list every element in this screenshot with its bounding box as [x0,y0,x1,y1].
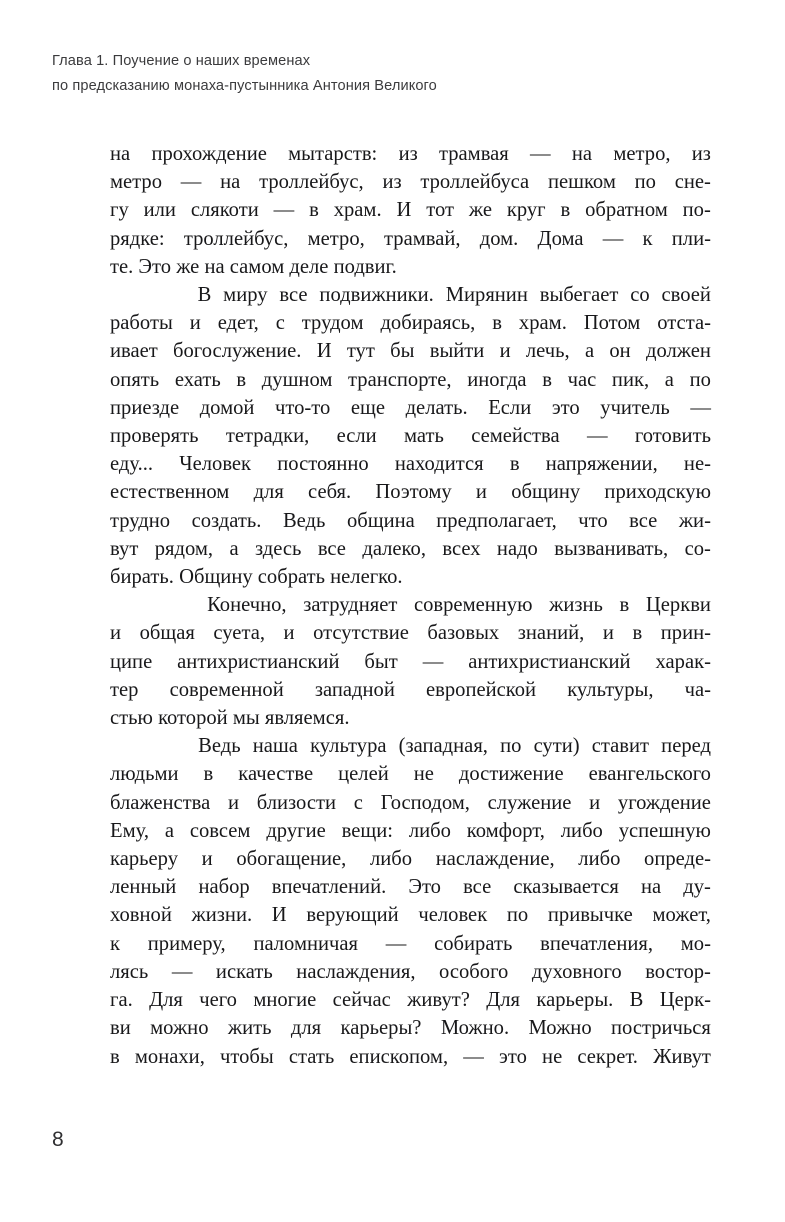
word: либо [370,848,413,871]
word: по [506,904,529,927]
word: и [589,791,601,814]
word: — [463,1045,484,1068]
word: отсутствие [313,622,409,645]
word: Господом, [380,791,470,814]
word: это [551,396,580,419]
word: выйти [429,340,485,363]
word: И [316,340,332,363]
word: сути) [533,735,580,758]
word: бы [390,340,415,363]
text-line: стью которой мы являемся. [110,707,350,730]
text-line [110,281,711,309]
word: в [632,622,643,645]
word: может, [652,904,711,927]
word: монахи, [134,1045,205,1068]
word: же [468,199,492,222]
word: антихристианский [177,650,340,673]
word: рядке: [110,227,165,250]
word: душном [261,368,333,391]
word: не [542,1045,563,1068]
word: домой [199,396,255,419]
word: общину [511,481,581,504]
word: Можно. [440,1017,510,1040]
word: чего [199,989,237,1012]
word: ду- [683,876,711,899]
word: вызванивать, [554,537,669,560]
word: опять [110,368,160,391]
word: евангельского [588,763,711,786]
word: храм. [518,312,567,335]
word: человек [418,904,488,927]
word: целей [338,763,389,786]
text-line [110,337,711,365]
word: карьеру [110,848,178,871]
text-line [110,1014,711,1042]
word: мытарств: [288,143,378,165]
word: антихристианский [468,650,631,673]
word: ципе [110,650,153,673]
text-line [110,507,711,535]
word: предполагает, [436,509,557,532]
word: в [542,368,552,391]
word: знаний, [517,622,585,645]
word: Церк- [659,989,711,1012]
word: все [279,284,308,307]
word: в [619,594,630,617]
word: Конечно, [207,594,287,617]
word: в [236,368,247,391]
word: карьеры. [536,989,614,1012]
word: на [220,171,241,194]
line-indent [159,591,191,619]
running-head-line-2: по предсказанию монаха-пустынника Антония Великого [52,78,437,94]
word: ви [110,1017,131,1040]
word: с [275,312,285,335]
word: или [143,199,176,222]
word: для [290,1017,322,1040]
text-line [110,789,711,817]
word: ленный [110,876,177,899]
line-indent [154,732,186,760]
word: вут [110,537,139,560]
word: час [567,368,597,391]
word: Если [488,396,532,419]
text-line [110,817,711,845]
word: и [110,622,122,645]
word: а [229,537,239,560]
word: перед [661,735,711,758]
word: Ему, [110,819,149,842]
paragraph-4 [110,732,711,1070]
word: тот [426,199,454,222]
word: тер [110,678,139,701]
text-line [110,619,711,647]
word: находится [394,453,484,476]
word: слякоти [190,199,259,222]
word: если [336,425,377,448]
word: это [499,1045,527,1068]
paragraph-1 [110,140,711,281]
word: надо [496,537,538,560]
word: обратном [585,199,668,222]
word: в [309,199,319,222]
text-line [110,394,711,422]
running-head-line-1: Глава 1. Поучение о наших временах [52,53,311,69]
word: а [164,819,174,842]
paragraph-3 [110,591,711,732]
word: и [227,791,239,814]
text-line [110,676,711,704]
word: жить [227,1017,272,1040]
word: сейчас [332,989,391,1012]
word: приезде [110,396,180,419]
word: работы [110,312,173,335]
text-line [110,845,711,873]
word: суета, [213,622,265,645]
word: Можно [528,1017,592,1040]
word: — [273,199,295,222]
word: естественном [110,481,230,504]
word: Живут [653,1045,711,1068]
word: верующий [306,904,399,927]
word: — [422,650,444,673]
word: что-то [275,396,331,419]
word: в [492,312,502,335]
word: на [640,876,662,899]
word: блаженства [110,791,211,814]
word: многие [253,989,317,1012]
word: транспорте, [348,368,452,391]
word: троллейбуса [420,171,530,194]
text-line [110,760,711,788]
text-line [110,732,711,760]
word: пешком [547,171,616,194]
word: епископом, [349,1045,449,1068]
word: ча- [684,678,711,701]
word: собирать [434,932,513,955]
word: а [664,368,674,391]
word: напряжении, [545,453,658,476]
word: в [110,1045,120,1068]
paragraph-2 [110,281,711,591]
word: трамвая [438,143,509,165]
word: карьеры? [340,1017,422,1040]
word: набор [198,876,250,899]
word: га. [110,989,133,1012]
word: со [630,284,650,307]
text-line [110,309,711,337]
word: впечатлений. [271,876,387,899]
word: культура [310,735,387,758]
word: не- [683,453,711,476]
word: базовых [427,622,500,645]
word: всех [442,537,481,560]
word: привычке [547,904,633,927]
word: учитель [600,396,670,419]
word: Мирянин [445,284,528,307]
word: что [578,509,608,532]
word: Ведь [198,735,241,758]
word: — [690,396,711,419]
word: другие [266,819,326,842]
word: на [571,143,593,165]
text-line [110,225,711,253]
text-line [110,535,711,563]
word: Человек [179,453,252,476]
word: культуры, [567,678,654,701]
word: трудом [301,312,364,335]
word: чтобы [220,1045,274,1068]
word: к [642,227,653,250]
text-line [110,1043,711,1071]
word: должен [645,340,711,363]
word: — [602,227,624,250]
word: своей [661,284,711,307]
word: тут [346,340,375,363]
word: еще [350,396,385,419]
word: постоянно [277,453,369,476]
word: община [346,509,415,532]
line-indent [154,281,186,309]
word: с [353,791,363,814]
word: Для [486,989,521,1012]
word: приходскую [604,481,711,504]
word: качестве [238,763,314,786]
word: к [110,932,121,955]
word: И [396,199,412,222]
running-head [52,49,692,99]
word: — [586,425,608,448]
word: комфорт, [466,819,545,842]
word: пли- [671,227,711,250]
word: готовить [634,425,711,448]
word: наслаждения, [296,960,416,983]
word: троллейбус, [259,171,364,194]
word: постричься [611,1017,711,1040]
word: примеру, [147,932,226,955]
word: духовного [531,960,622,983]
word: троллейбус, [183,227,289,250]
word: выбегает [539,284,619,307]
word: не [413,763,434,786]
word: на [110,143,131,165]
word: опреде- [644,848,711,871]
word: жизни. [191,904,253,927]
word: — [530,143,551,165]
word: мать [404,425,444,448]
word: европейской [425,678,537,701]
word: семейства [471,425,560,448]
word: и [189,312,201,335]
word: проверять [110,425,199,448]
word: востор- [645,960,711,983]
word: быт [364,650,398,673]
word: ховной [110,904,172,927]
word: себя. [308,481,352,504]
word: в [509,453,520,476]
text-line [110,196,711,224]
word: все [463,876,492,899]
word: далеко, [362,537,426,560]
word: прин- [660,622,711,645]
word: и [283,622,295,645]
word: рядом, [154,537,214,560]
word: ивает [110,340,158,363]
word: сказывается [513,876,619,899]
word: угождение [617,791,711,814]
text-line [110,873,711,901]
word: стать [288,1045,335,1068]
word: из [382,171,402,194]
text-line [110,168,711,196]
text-line [110,366,711,394]
word: и [499,340,511,363]
word: отста- [657,312,711,335]
word: тетрадки, [225,425,310,448]
word: — [385,932,407,955]
word: в [560,199,571,222]
word: миру [223,284,268,307]
word: ехать [174,368,221,391]
word: гу [110,199,129,222]
word: мо- [680,932,711,955]
word: из [691,143,711,165]
word: по [500,735,522,758]
word: — [171,960,193,983]
word: прохождение [151,143,267,165]
word: западной [314,678,395,701]
word: секрет. [577,1045,638,1068]
word: и [602,622,614,645]
word: совсем [189,819,251,842]
word: трамвай, [384,227,461,250]
word: затрудняет [303,594,398,617]
word: пик, [611,368,650,391]
word: близости [256,791,336,814]
text-line [110,422,711,450]
word: добираясь, [380,312,476,335]
word: В [629,989,644,1012]
word: по [689,368,711,391]
word: сне- [674,171,711,194]
word: либо [408,819,451,842]
text-line [110,591,711,619]
word: живут? [407,989,470,1012]
word: для [253,481,284,504]
word: особого [439,960,509,983]
word: можно [150,1017,209,1040]
word: людьми [110,763,179,786]
word: по [634,171,656,194]
word: успешную [618,819,711,842]
text-line [110,901,711,929]
word: храм. [333,199,382,222]
word: обогащение, [236,848,347,871]
word: все [317,537,346,560]
text-line: бирать. Общину собрать нелегко. [110,566,403,589]
word: наша [252,735,298,758]
word: Для [149,989,183,1012]
word: лечь, [525,340,570,363]
body-text-block [110,140,711,1071]
page-number: 8 [52,1128,64,1151]
word: либо [560,819,603,842]
word: едет, [217,312,259,335]
text-line [110,478,711,506]
word: здесь [254,537,302,560]
word: делать. [405,396,468,419]
word: метро, [613,143,671,165]
word: все [629,509,658,532]
word: наслаждение, [435,848,555,871]
word: жи- [678,509,711,532]
word: Поэтому [375,481,452,504]
word: и [475,481,487,504]
word: в [203,763,214,786]
word: харак- [655,650,711,673]
word: создать. [191,509,262,532]
word: — [180,171,202,194]
text-line: те. Это же на самом деле подвиг. [110,255,397,278]
word: И [271,904,287,927]
word: он [609,340,631,363]
word: впечатления, [540,932,653,955]
text-line [110,450,711,478]
word: современную [413,594,533,617]
word: метро, [307,227,365,250]
word: Церкви [645,594,711,617]
word: либо [578,848,621,871]
word: по- [682,199,711,222]
word: Дома [537,227,584,250]
word: В [197,284,212,307]
word: паломничая [253,932,359,955]
word: лясь [110,960,149,983]
word: достижение [458,763,564,786]
word: а [584,340,595,363]
word: современной [169,678,284,701]
word: общая [139,622,195,645]
word: еду... [110,453,154,476]
word: Потом [583,312,641,335]
word: круг [506,199,546,222]
word: из [398,143,418,165]
word: служение [487,791,572,814]
word: Ведь [282,509,326,532]
word: со- [684,537,711,560]
word: метро [110,171,163,194]
word: подвижники. [319,284,434,307]
word: и [201,848,213,871]
text-line [110,648,711,676]
word: (западная, [398,735,488,758]
word: дом. [479,227,519,250]
text-line [110,140,711,168]
text-line [110,930,711,958]
text-line [110,986,711,1014]
word: богослужение. [173,340,302,363]
word: жизнь [549,594,603,617]
word: искать [215,960,273,983]
word: Это [408,876,441,899]
word: иногда [467,368,527,391]
word: трудно [110,509,171,532]
word: ставит [591,735,650,758]
word: вещи: [341,819,393,842]
text-line [110,958,711,986]
